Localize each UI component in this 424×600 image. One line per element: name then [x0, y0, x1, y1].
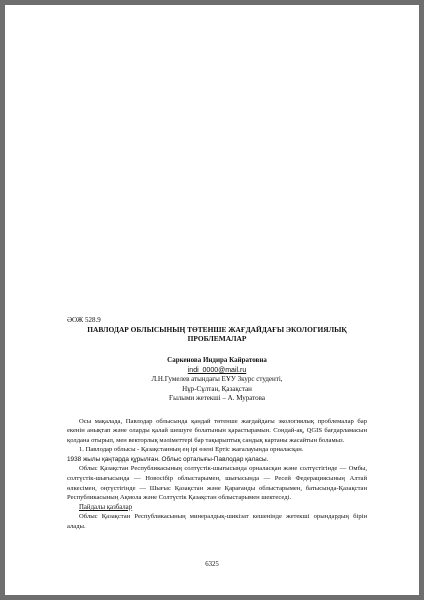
author-name: Саркенова Индира Кайратовна [167, 356, 267, 364]
document-page [5, 5, 419, 595]
title-line-1: ПАВЛОДАР ОБЛЫСЫНЫҢ ТӨТЕНШЕ ЖАҒДАЙДАҒЫ ЭКОЛОГИЯЛЫҚ [87, 325, 347, 334]
author-city: Нұр-Сұлтан, Қазақстан [182, 384, 252, 393]
page-content [67, 316, 367, 532]
section-heading-minerals: Пайдалы қазбалар [79, 503, 133, 511]
title-line-2: ПРОБЛЕМАЛАР [187, 334, 247, 343]
supervisor: Ғылыми жетекші – А. Муратова [169, 394, 265, 402]
paragraph-intro: Осы мақалада, Павлодар облысында қандай төтенше жағдайдағы экологиялық проблемалар бар екенін анықтап және оларды қалай шешуге болатынын қарастырамын. Сондай-ақ, QGIS бағдарламасын қолдана отырып, мен векторлық мәліметтері бар тақырыптық сандық картаны жасайтын боламыз. [67, 417, 367, 444]
article-title [67, 325, 367, 343]
author-block [67, 356, 367, 404]
paragraph-borders: Облыс Қазақстан Республикасының солтүстік-шығысында орналасқан және солтүстігінде — Омбы, солтүстік-шығысында — Новосібір облыстарымен, шығысында — Ресей Федерациясының Алтай өлкесімен, оңтүстігінде — Шығыс Қазақстан және Қарағанды облыстарымен, батысында-Қазақстан Республикасының Ақмола және Солтүстік Қазақстан облыстарымен шектеседі. [67, 465, 367, 502]
author-affiliation: Л.Н.Гумелев атындағы ЕҰУ 3курс студенті, [151, 375, 283, 383]
page-number: 6325 [205, 561, 219, 568]
paragraph-item-1: 1. Павлодар облысы - Қазақстанның ең ірі өзені Ертіс жағалауында орналасқан. [79, 446, 304, 454]
author-email-link[interactable]: indi_0000@mail.ru [187, 366, 247, 374]
udk-code: ӘОЖ 528.9 [67, 316, 101, 324]
paragraph-minerals: Облыс Қазақстан Республикасының минералдық-шикізат кешенінде жетекші орындардың бірін алады. [67, 513, 367, 531]
paragraph-founded: 1938 жылы қаңтарда құрылған. Облыс орталығы-Павлодар қаласы. [67, 455, 269, 463]
